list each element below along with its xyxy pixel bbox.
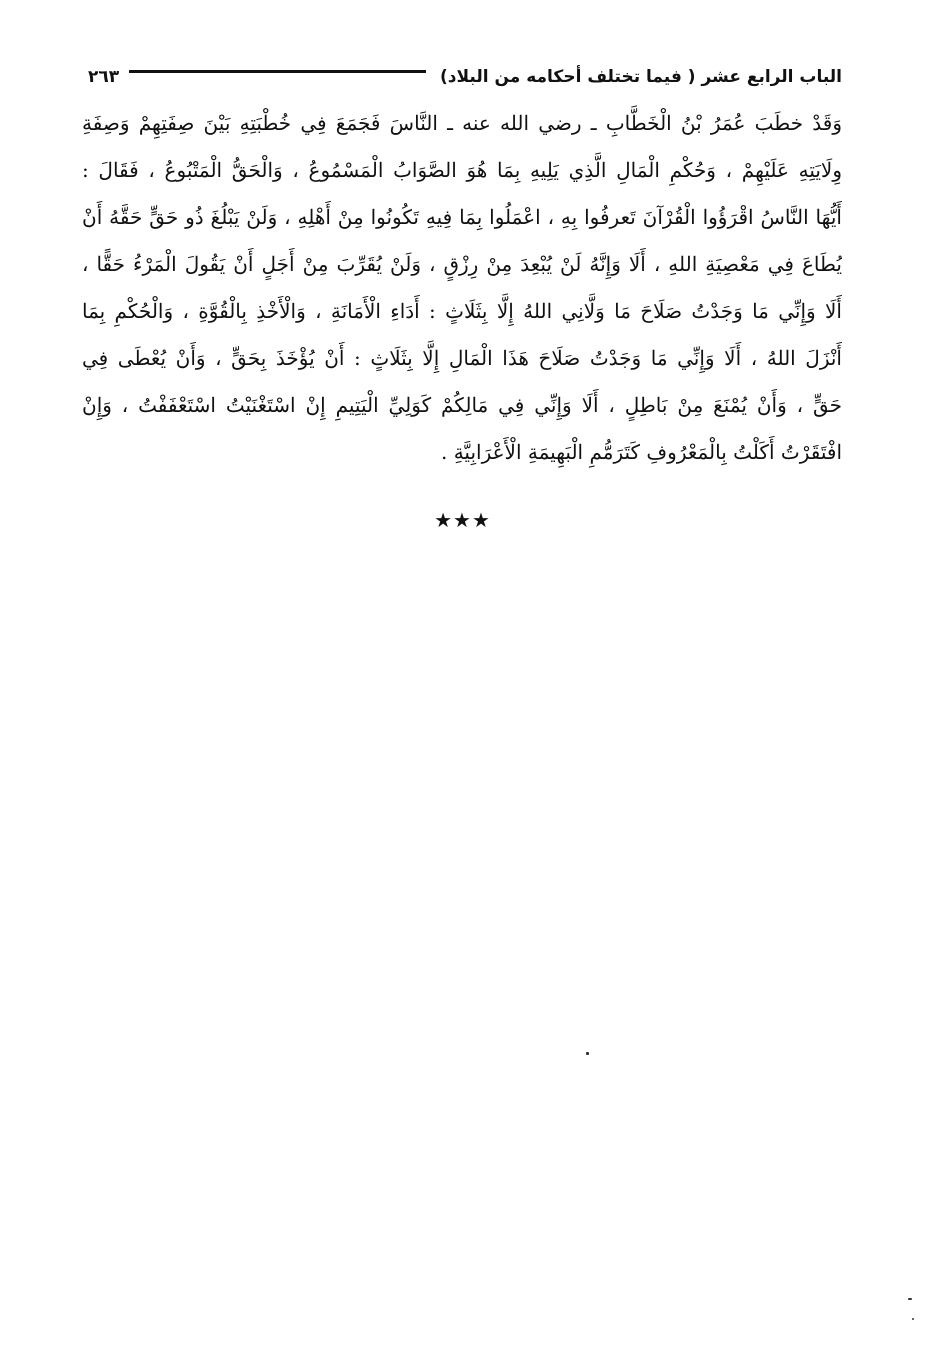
- text-line: أَنْزَلَ اللهُ ، أَلَا وَإِنِّي مَا وَجَدْتُ صَلَاحَ هَذَا الْمَالِ إِلَّا بِثَلَاثٍ : أَنْ يُؤْخَذَ بِحَقٍّ ، وَأَنْ يُعْطَى فِي: [82, 346, 842, 370]
- scan-speck: [586, 1052, 589, 1055]
- text-line: أَيُّهَا النَّاسُ اقْرَؤُوا الْقُرْآنَ تَعرفُوا بِهِ ، اعْمَلُوا بِمَا فِيهِ تَكُونُوا مِنْ أَهْلِهِ ، وَلَنْ يَبْلُغَ ذُو حَقٍّ حَقَّهُ أَنْ: [82, 205, 842, 229]
- text-line: وِلَايَتِهِ عَلَيْهِمْ ، وَحُكْمِ الْمَالِ الَّذِي يَلِيهِ بِمَا هُوَ الصَّوَابُ الْمَسْمُوعُ ، وَالْحَقُّ الْمَتْبُوعُ ، فَقَالَ :: [82, 158, 842, 182]
- text-line: أَلَا وَإِنِّي مَا وَجَدْتُ صَلَاحَ مَا وَلَّانِي اللهُ إِلَّا بِثَلَاثٍ : أَدَاءِ الْأَمَانَةِ ، وَالْأَخْذِ بِالْقُوَّةِ ، وَالْحُكْمِ بِمَا: [82, 299, 842, 323]
- chapter-title: الباب الرابع عشر ( فيما تختلف أحكامه من البلاد): [440, 67, 842, 87]
- running-header: [88, 62, 842, 92]
- text-line: يُطَاعَ فِي مَعْصِيَةِ اللهِ ، أَلَا وَإِنَّهُ لَنْ يُبْعِدَ مِنْ رِزْقٍ ، وَلَنْ يُقَرِّبَ مِنْ أَجَلٍ أَنْ يَقُولَ الْمَرْءُ حَقًّا ،: [82, 252, 842, 276]
- body-paragraph: [82, 100, 842, 476]
- page-number: ٢٦٣: [88, 67, 120, 87]
- text-line: حَقٍّ ، وَأَنْ يُمْنَعَ مِنْ بَاطِلٍ ، أَلَا وَإِنِّي فِي مَالِكُمْ كَوَلِيِّ الْيَتِيمِ إِنْ اسْتَغْنَيْتُ اسْتَعْفَفْتُ ، وَإِنْ: [82, 393, 842, 417]
- header-rule: [129, 70, 426, 73]
- section-separator: ★★★: [434, 508, 491, 532]
- scan-speck: [908, 1298, 912, 1300]
- text-line: وَقَدْ خطَبَ عُمَرُ بْنُ الْخَطَّابِ ـ رضي الله عنه ـ النَّاسَ فَجَمَعَ فِي خُطْبَتِهِ بَيْنَ صِفَتِهِمْ وَصِفَةِ: [82, 111, 842, 135]
- text-line: افْتَقَرْتُ أَكَلْتُ بِالْمَعْرُوفِ كَتَرَمُّمِ الْبَهِيمَةِ الْأَعْرَابِيَّةِ .: [440, 440, 842, 464]
- scan-speck: [912, 1318, 914, 1320]
